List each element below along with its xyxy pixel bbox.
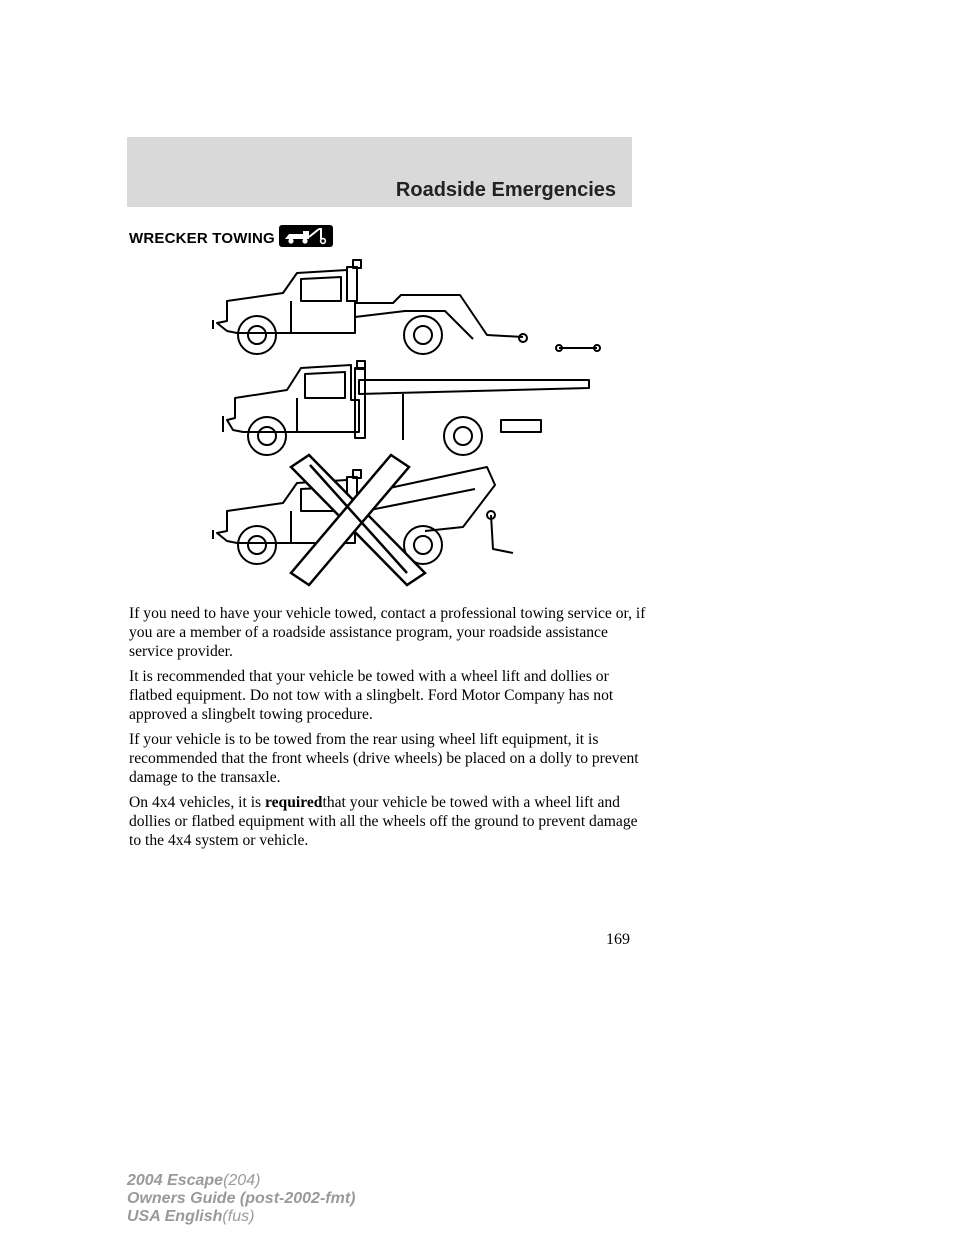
footer-language: USA English <box>127 1208 223 1225</box>
header-band <box>127 137 632 207</box>
tow-truck-icon <box>279 225 333 247</box>
p4-text-after: that your vehicle be towed with a wheel lift and dollies or flatbed equipment with all the wheels off the ground to prevent damage to the 4x4 system or vehicle. <box>129 794 638 849</box>
footer-language-code: (fus) <box>222 1208 255 1225</box>
paragraph-contact-towing: If you need to have your vehicle towed, contact a professional towing service or, if you are a member of a roadside assistance program, your roadside assistance service provider. <box>129 605 646 660</box>
page-number: 169 <box>606 931 630 948</box>
body-text <box>129 604 649 856</box>
towing-methods-illustration <box>205 255 615 595</box>
section-heading <box>129 227 333 249</box>
footer-line-1 <box>127 1172 355 1190</box>
footer-model-code: (204) <box>223 1172 261 1189</box>
footer-line-2 <box>127 1190 355 1208</box>
p4-bold-required: required <box>265 794 323 811</box>
footer <box>127 1172 355 1226</box>
page-header-title: Roadside Emergencies <box>395 179 616 201</box>
footer-model: 2004 Escape <box>127 1172 224 1189</box>
paragraph-recommended-equipment: It is recommended that your vehicle be towed with a wheel lift and dollies or flatbed equipment. Do not tow with a slingbelt. Ford Motor Company has not approved a slingbelt towing procedure. <box>129 668 614 723</box>
paragraph-rear-towing: If your vehicle is to be towed from the rear using wheel lift equipment, it is recommended that the front wheels (drive wheels) be placed on a dolly to prevent damage to the transaxle. <box>129 731 639 786</box>
footer-guide: Owners Guide (post-2002-fmt) <box>127 1190 356 1207</box>
p4-text-before: On 4x4 vehicles, it is <box>129 794 265 811</box>
wheel-lift-truck <box>213 260 600 354</box>
prohibited-x-mark <box>291 455 425 585</box>
section-heading-text: WRECKER TOWING <box>129 229 275 247</box>
paragraph-4x4-vehicles <box>129 793 649 850</box>
footer-line-3 <box>127 1208 355 1226</box>
flatbed-truck <box>223 361 589 455</box>
